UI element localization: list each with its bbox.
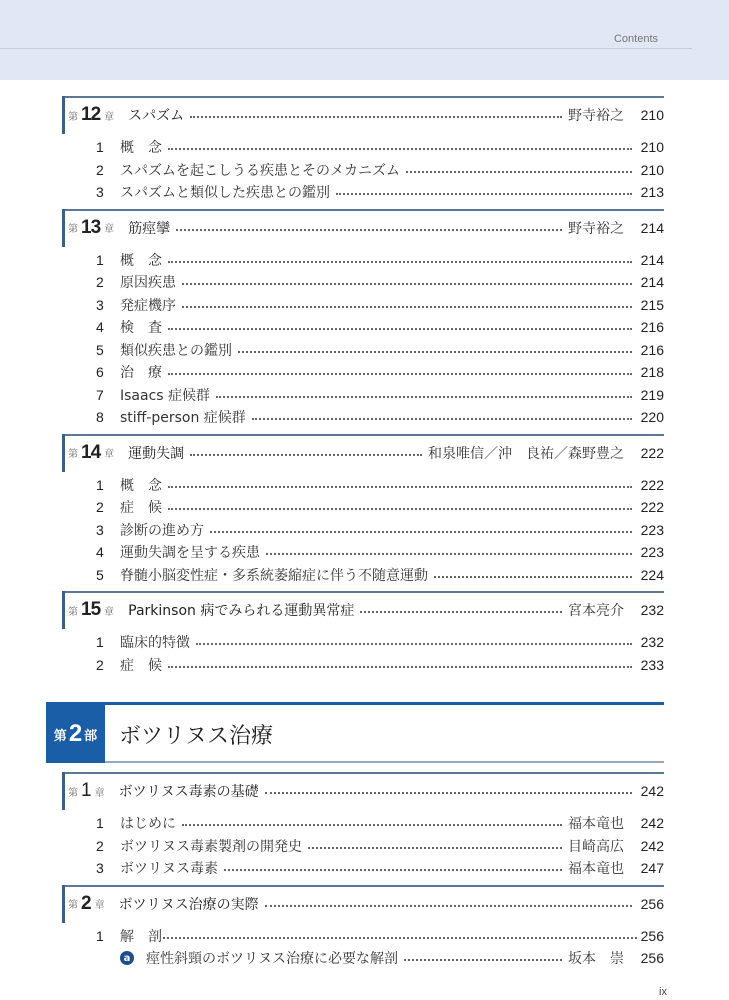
section-page: 247 [640, 860, 664, 877]
section-list [62, 474, 664, 587]
section-page: 222 [640, 476, 664, 493]
section-number: 3 [96, 296, 104, 313]
section-entry[interactable] [62, 496, 664, 519]
section-title[interactable]: 症 候 [120, 657, 162, 674]
chapter-number: 15 [81, 599, 101, 620]
section-page: 216 [640, 341, 664, 358]
chapter-number: 12 [81, 104, 101, 125]
chapter-title[interactable]: Parkinson 病でみられる運動異常症 [128, 603, 355, 619]
dot-leader [196, 643, 632, 645]
section-page: 215 [640, 296, 664, 313]
section-number: 3 [96, 184, 104, 201]
section-title[interactable]: 類似疾患との鑑別 [120, 342, 232, 359]
section-number: 7 [96, 386, 104, 403]
chapter-heading[interactable] [62, 96, 664, 132]
page-number: ix [659, 986, 667, 998]
chapter-prefix: 第 [68, 449, 78, 460]
section-page: 233 [640, 656, 664, 673]
section-page: 210 [640, 139, 664, 156]
chapter-suffix: 章 [104, 606, 115, 618]
section-title[interactable]: 概 念 [120, 252, 162, 269]
section-entry[interactable] [62, 857, 664, 880]
section-number: 2 [96, 161, 104, 178]
section-page: 220 [640, 409, 664, 426]
section-title[interactable]: 治 療 [120, 365, 162, 382]
section-number: 4 [96, 544, 104, 561]
section-entry[interactable] [62, 812, 664, 835]
chapter-heading[interactable] [62, 434, 664, 470]
circled-letter-a-icon: a [120, 951, 134, 965]
section-page: 256 [640, 927, 664, 944]
dot-leader [406, 171, 632, 173]
chapter-heading[interactable] [62, 209, 664, 245]
section-number: 1 [96, 927, 104, 944]
part-prefix: 第 [53, 728, 67, 744]
section-title[interactable]: 診断の進め方 [120, 522, 204, 539]
section-number: 2 [96, 274, 104, 291]
section-entry[interactable] [62, 406, 664, 429]
section-list [62, 812, 664, 880]
chapter-page: 214 [640, 219, 664, 236]
chapter-suffix: 章 [104, 111, 115, 123]
dot-leader [216, 396, 632, 398]
section-number: 5 [96, 566, 104, 583]
dot-leader [404, 959, 562, 961]
dot-leader [360, 611, 562, 613]
section-number: 1 [96, 634, 104, 651]
section-number: 2 [96, 837, 104, 854]
section-page: 242 [640, 815, 664, 832]
dot-leader [168, 486, 632, 488]
section-number: 1 [96, 251, 104, 268]
section-number: 1 [96, 139, 104, 156]
section-entry[interactable] [62, 925, 664, 948]
section-number: 2 [96, 499, 104, 516]
section-list [62, 249, 664, 429]
section-list [62, 925, 664, 970]
chapter-heading[interactable] [62, 885, 664, 921]
dot-leader [336, 193, 632, 195]
dot-leader [265, 905, 632, 907]
section-number: 8 [96, 409, 104, 426]
section-entry[interactable] [62, 564, 664, 587]
dot-leader [190, 454, 422, 456]
chapter-number: 13 [81, 216, 101, 238]
chapter-number: 2 [81, 892, 91, 914]
section-page: 223 [640, 544, 664, 561]
dot-leader [168, 508, 632, 510]
chapter-heading[interactable] [62, 772, 664, 808]
dot-leader [182, 824, 562, 826]
section-number: 5 [96, 341, 104, 358]
section-number: 1 [96, 815, 104, 832]
section-entry[interactable] [62, 181, 664, 204]
chapter-page: 232 [640, 602, 664, 618]
chapter-number: 14 [81, 441, 101, 463]
dot-leader [168, 148, 632, 150]
dot-leader [182, 283, 632, 285]
section-entry[interactable] [62, 339, 664, 362]
section-entry[interactable] [62, 316, 664, 339]
section-list [62, 136, 664, 204]
section-page: 224 [640, 566, 664, 583]
chapter-heading[interactable] [62, 591, 664, 627]
dot-leader [224, 869, 562, 871]
section-entry[interactable] [62, 541, 664, 564]
section-number: 3 [96, 521, 104, 538]
section-page: 214 [640, 274, 664, 291]
dot-leader [182, 306, 632, 308]
section-entry[interactable] [62, 361, 664, 384]
chapter-page: 222 [640, 444, 664, 461]
section-title[interactable]: 検 査 [120, 320, 162, 337]
section-number: 3 [96, 860, 104, 877]
section-entry[interactable] [62, 474, 664, 497]
dot-leader [238, 351, 632, 353]
chapter-author: 野寺裕之 [568, 108, 624, 124]
section-title[interactable]: はじめに [120, 816, 176, 833]
section-title[interactable]: 原因疾患 [120, 275, 176, 292]
chapter-prefix: 第 [68, 900, 78, 911]
section-entry[interactable] [62, 271, 664, 294]
section-list [62, 631, 664, 676]
section-number: 6 [96, 364, 104, 381]
chapter-suffix: 章 [104, 449, 115, 460]
section-number: 1 [96, 476, 104, 493]
chapter-prefix: 第 [68, 111, 78, 123]
chapter-page: 256 [640, 895, 664, 912]
dot-leader [266, 553, 632, 555]
chapter-page: 210 [640, 107, 664, 123]
dot-leader [176, 229, 562, 231]
dot-leader [168, 261, 632, 263]
section-title[interactable]: 発症機序 [120, 297, 176, 314]
section-entry[interactable] [62, 384, 664, 407]
section-entry[interactable] [62, 519, 664, 542]
dot-leader [168, 666, 632, 668]
chapter-prefix: 第 [68, 606, 78, 618]
dot-leader [210, 531, 632, 533]
section-title[interactable]: 臨床的特徴 [120, 635, 190, 652]
section-title[interactable]: スパズムと類似した疾患との鑑別 [120, 185, 330, 202]
subsection-title[interactable]: 痙性斜頸のボツリヌス治療に必要な解剖 [146, 951, 398, 968]
dot-leader [163, 937, 637, 939]
part-heading [46, 702, 664, 763]
section-number: 2 [96, 656, 104, 673]
section-page: 210 [640, 161, 664, 178]
section-title[interactable]: 概 念 [120, 140, 162, 157]
section-title[interactable]: 概 念 [120, 477, 162, 494]
section-page: 213 [640, 184, 664, 201]
subsection-entry[interactable] [62, 947, 664, 970]
section-page: 219 [640, 386, 664, 403]
header-divider [0, 48, 692, 49]
dot-leader [190, 116, 562, 118]
section-title[interactable]: Isaacs 症候群 [120, 387, 211, 404]
part-number: 2 [68, 720, 83, 747]
chapter-page: 242 [640, 783, 664, 799]
dot-leader [168, 373, 632, 375]
chapter-title[interactable]: スパズム [128, 108, 185, 124]
chapter-title[interactable]: 筋痙攣 [128, 220, 171, 237]
section-entry[interactable] [62, 159, 664, 182]
section-title[interactable]: 運動失調を呈する疾患 [120, 545, 260, 562]
section-title[interactable]: スパズムを起こしうる疾患とそのメカニズム [120, 162, 400, 179]
section-title[interactable]: 症 候 [120, 500, 162, 517]
section-page: 214 [640, 251, 664, 268]
section-author: 目崎高広 [568, 838, 624, 855]
chapter-suffix: 章 [94, 787, 105, 799]
section-page: 223 [640, 521, 664, 538]
dot-leader [168, 328, 632, 330]
section-entry[interactable] [62, 249, 664, 272]
dot-leader [434, 576, 632, 578]
chapter-prefix: 第 [68, 787, 78, 799]
running-header-title: Contents [613, 33, 658, 45]
chapter-number: 1 [81, 780, 91, 801]
chapter-title[interactable]: 運動失調 [128, 445, 185, 462]
part-label-box [46, 705, 105, 763]
section-title[interactable]: ボツリヌス毒素製剤の開発史 [120, 838, 302, 855]
chapter-author: 宮本亮介 [568, 603, 624, 619]
dot-leader [308, 847, 562, 849]
chapter-title[interactable]: ボツリヌス治療の実際 [118, 896, 259, 913]
section-entry[interactable] [62, 136, 664, 159]
section-title[interactable]: stiff-person 症候群 [120, 410, 246, 427]
chapter-suffix: 章 [104, 224, 115, 235]
section-author: 福本竜也 [568, 861, 624, 878]
subsection-author: 坂本 崇 [568, 951, 624, 968]
section-page: 242 [640, 837, 664, 854]
section-page: 222 [640, 499, 664, 516]
section-entry[interactable] [62, 835, 664, 858]
table-of-contents [53, 96, 664, 970]
part-title: ボツリヌス治療 [119, 723, 274, 749]
section-author: 福本竜也 [568, 816, 624, 833]
section-entry[interactable] [62, 654, 664, 677]
section-title[interactable]: ボツリヌス毒素 [120, 861, 218, 878]
chapter-suffix: 章 [94, 900, 105, 911]
chapter-prefix: 第 [68, 224, 78, 235]
section-entry[interactable] [62, 294, 664, 317]
chapter-title[interactable]: ボツリヌス毒素の基礎 [118, 784, 259, 800]
subsection-page: 256 [640, 950, 664, 967]
section-page: 216 [640, 319, 664, 336]
running-header [0, 0, 729, 80]
chapter-author: 野寺裕之 [568, 220, 624, 237]
chapter-author: 和泉唯信／沖 良祐／森野豊之 [428, 445, 624, 462]
section-page: 232 [640, 634, 664, 651]
section-number: 4 [96, 319, 104, 336]
section-page: 218 [640, 364, 664, 381]
section-title[interactable]: 解 剖 [120, 928, 162, 945]
section-title[interactable]: 脊髄小脳変性症・多系統萎縮症に伴う不随意運動 [120, 567, 428, 584]
dot-leader [252, 418, 632, 420]
part-suffix: 部 [84, 728, 98, 744]
dot-leader [265, 792, 632, 794]
section-entry[interactable] [62, 631, 664, 654]
